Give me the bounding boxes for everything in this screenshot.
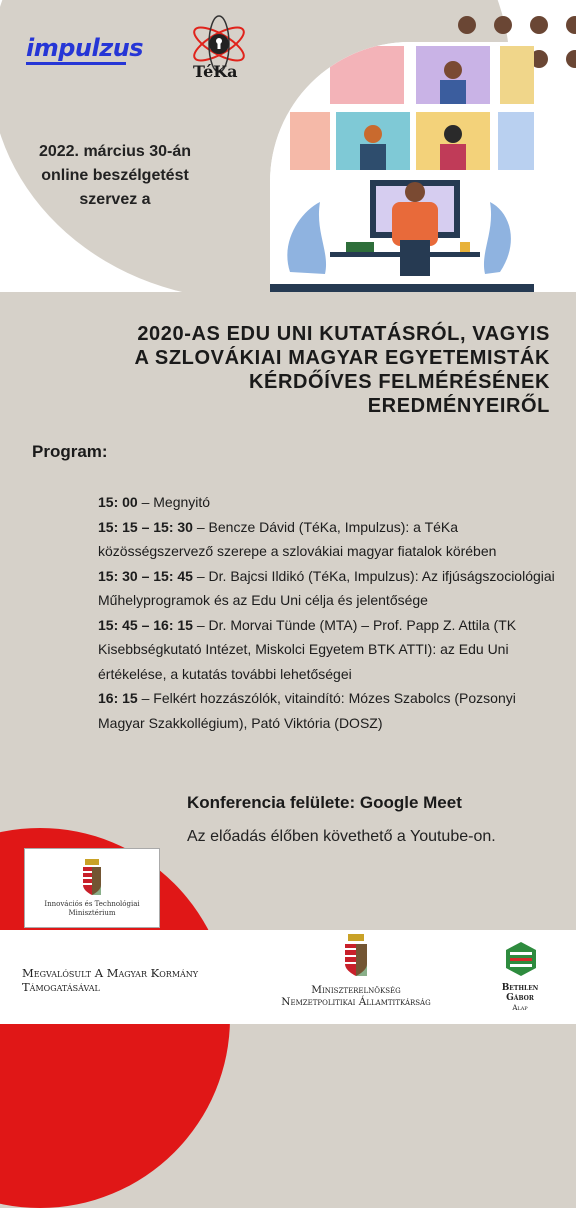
ministry-line-2: Nemzetpolitikai Államtitkárság — [281, 996, 431, 1008]
innovation-ministry-text — [25, 900, 159, 918]
program-list — [98, 490, 558, 735]
ministry-text — [258, 984, 454, 1008]
headline — [40, 322, 550, 418]
impulzus-logo-underline — [26, 62, 126, 65]
program-time: 16: 15 — [98, 690, 138, 706]
program-text: – Felkért hozzászólók, vitaindító: Mózes Szabolcs (Pozsonyi Magyar Szakkollégium), Pató Viktória (DOSZ) — [98, 690, 516, 731]
conference-platform: Konferencia felülete: Google Meet — [187, 793, 462, 812]
program-time: 15: 45 – 16: 15 — [98, 616, 193, 633]
impulzus-logo-text: impulzus — [26, 34, 144, 62]
program-text: – Megnyitó — [137, 494, 211, 510]
program-time: 15: 15 – 15: 30 — [98, 518, 193, 535]
headline-line-4: EREDMÉNYEIRŐL — [367, 395, 550, 417]
hungarian-crest-icon — [343, 932, 369, 978]
impulzus-logo — [26, 34, 143, 62]
innovation-line-2: Minisztérium — [68, 909, 116, 917]
program-item — [98, 490, 558, 515]
headline-line-1: 2020-AS EDU UNI KUTATÁSRÓL, VAGYIS — [137, 323, 550, 345]
bethlen-gabor-logo-icon — [504, 940, 538, 978]
ministry-line-1: Miniszterelnökség — [311, 984, 401, 996]
program-text: – Bencze Dávid (TéKa, Impulzus): a TéKa közösségszervező szerepe a szlovákiai magyar fiatalok körében — [98, 518, 497, 559]
headline-line-2: A SZLOVÁKIAI MAGYAR EGYETEMISTÁK — [134, 347, 550, 369]
youtube-stream-note: Az előadás élőben követhető a Youtube-on. — [187, 828, 496, 845]
program-text: – Dr. Morvai Tünde (MTA) – Prof. Papp Z. Attila (TK Kisebbségkutató Intézet, Miskolci Egyetem BTK ATTI): az Edu Uni értékelése, a kutatás további lehetőségei — [98, 616, 517, 682]
support-line-2: Támogatásával — [22, 980, 100, 994]
program-item — [98, 613, 558, 687]
government-support-text — [22, 966, 198, 994]
bethlen-gabor-text — [488, 983, 552, 1013]
innovation-ministry-logo — [24, 848, 160, 928]
intro-text — [0, 140, 230, 212]
dot — [494, 16, 512, 34]
innovation-line-1: Innovációs és Technológiai — [44, 900, 140, 908]
bethlen-line-2: Alap — [512, 1004, 528, 1012]
intro-line-3: szervez a — [79, 191, 151, 208]
dot — [530, 16, 548, 34]
dot — [458, 16, 476, 34]
support-line-1: Megvalósult A Magyar Kormány — [22, 966, 199, 980]
bethlen-line-1: Bethlen Gábor — [501, 983, 539, 1003]
intro-line-1: 2022. március 30-án — [38, 143, 192, 160]
hungarian-crest-icon — [81, 857, 103, 897]
teka-logo-text: TéKa — [193, 62, 238, 81]
program-text: – Dr. Bajcsi Ildikó (TéKa, Impulzus): Az ifjúságszociológiai Műhelyprogramok és az Edu Uni célja és jelentősége — [98, 567, 555, 608]
program-time: 15: 30 – 15: 45 — [98, 567, 193, 584]
program-time: 15: 00 — [98, 494, 138, 510]
program-item — [98, 515, 558, 564]
headline-line-3: KÉRDŐÍVES FELMÉRÉSÉNEK — [248, 371, 550, 393]
program-item — [98, 564, 558, 613]
intro-line-2: online beszélgetést — [41, 167, 189, 184]
program-item — [98, 686, 558, 735]
program-title: Program: — [32, 442, 108, 461]
